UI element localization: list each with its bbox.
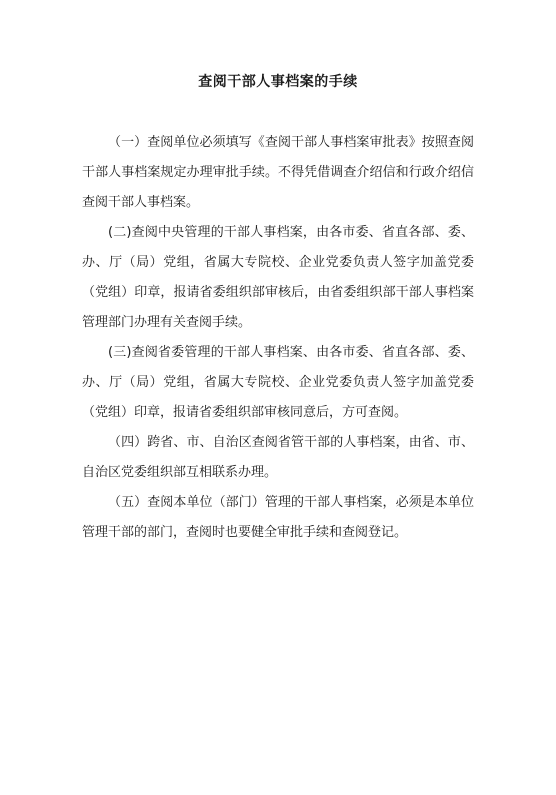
document-body [82, 128, 474, 548]
paragraph-4: （四）跨省、市、自治区查阅省管干部的人事档案，由省、市、自治区党委组织部互相联系办理。 [82, 435, 474, 480]
paragraph-1: （一）查阅单位必须填写《查阅干部人事档案审批表》按照查阅干部人事档案规定办理审批手续。不得凭借调查介绍信和行政介绍信查阅干部人事档案。 [82, 135, 474, 210]
document-title: 查阅干部人事档案的手续 [198, 74, 358, 90]
paragraph-2: (二)查阅中央管理的干部人事档案，由各市委、省直各部、委、办、厅（局）党组，省属大专院校、企业党委负责人签字加盖党委（党组）印章，报请省委组织部审核后，由省委组织部干部人事档案管理部门办理有关查阅手续。 [82, 225, 474, 330]
paragraph-5: （五）查阅本单位（部门）管理的干部人事档案，必须是本单位管理干部的部门，查阅时也要健全审批手续和查阅登记。 [82, 495, 474, 540]
paragraph-3: (三)查阅省委管理的干部人事档案、由各市委、省直各部、委、办、厅（局）党组，省属大专院校、企业党委负责人签字加盖党委（党组）印章，报请省委组织部审核同意后，方可查阅。 [82, 345, 474, 420]
